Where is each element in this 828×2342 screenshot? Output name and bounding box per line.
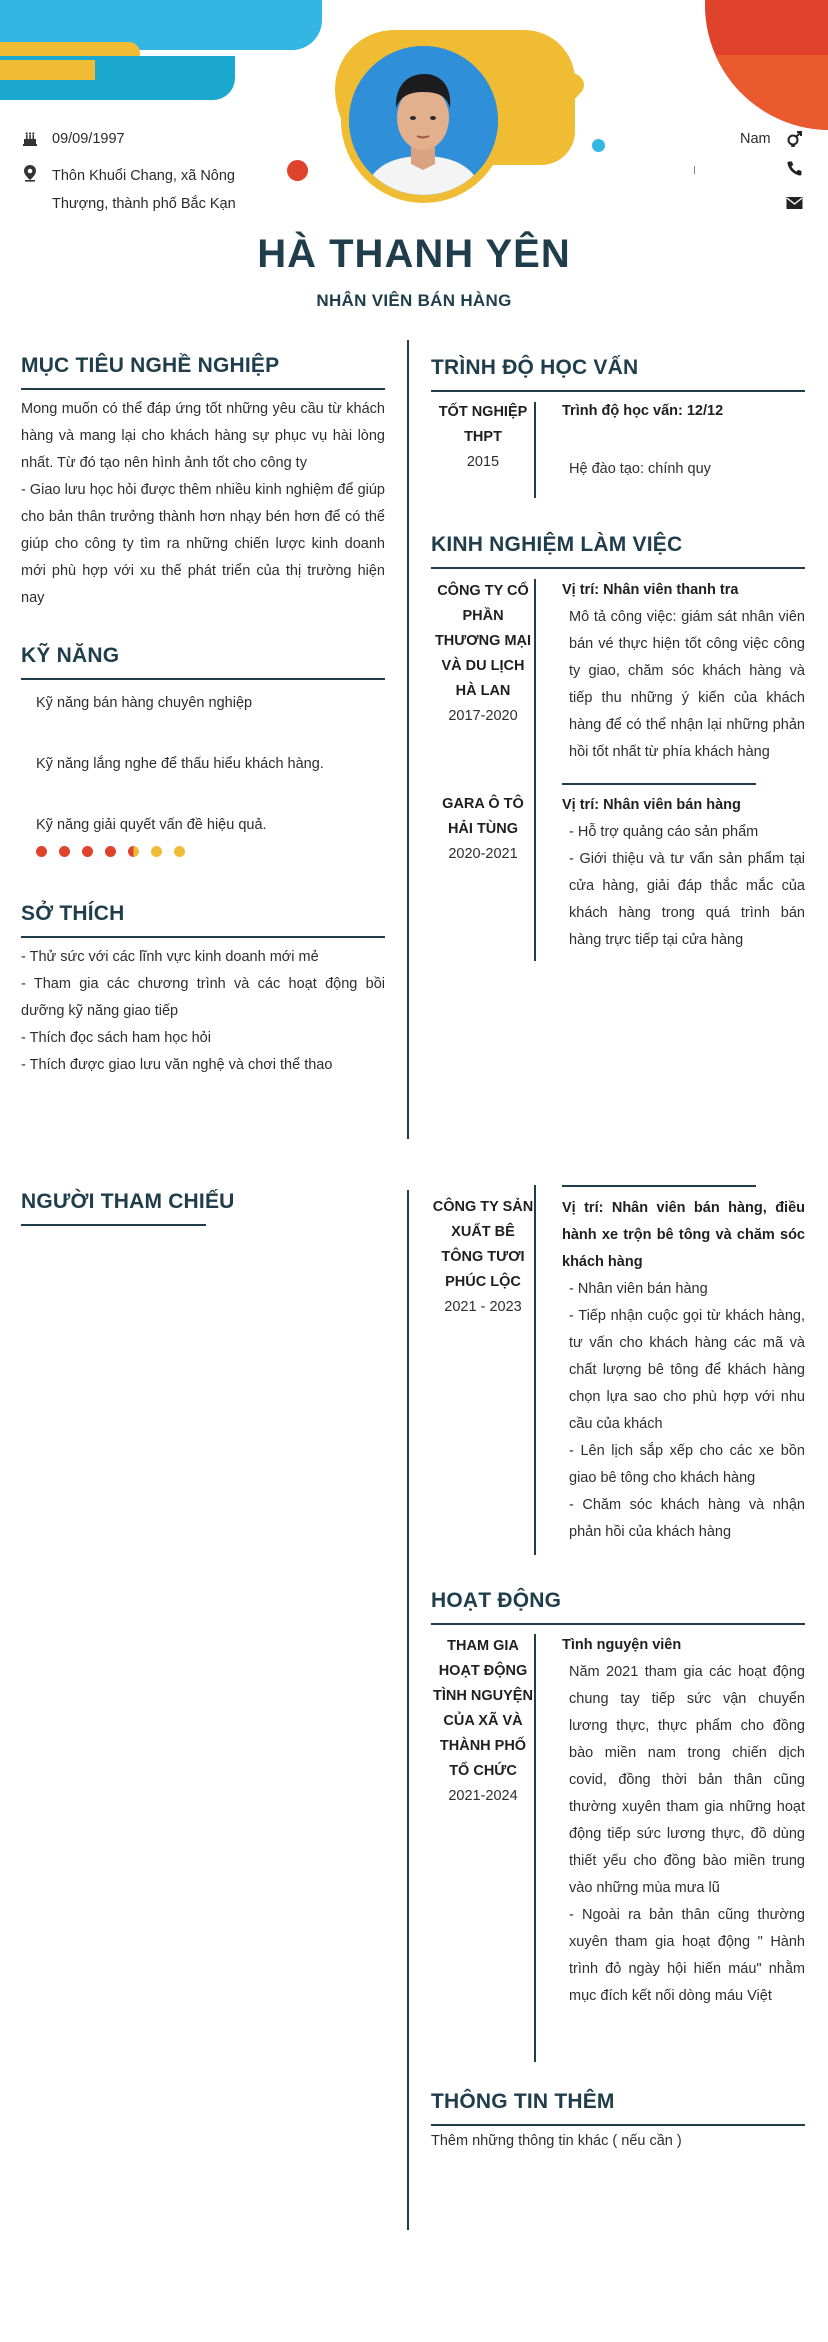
references-section	[21, 1190, 235, 1226]
skill-item: Kỹ năng giải quyết vấn đề hiệu quả.	[36, 817, 267, 833]
column-divider-bottom	[407, 1190, 409, 2230]
more-info-text: Thêm những thông tin khác ( nếu cần )	[431, 2132, 682, 2149]
job-bullet: - Hỗ trợ quảng cáo sản phẩm	[569, 824, 759, 840]
job-org: CÔNG TY SẢN XUẤT BÊ TÔNG TƯƠI PHÚC LỘC	[432, 1199, 534, 1290]
skill-rating	[36, 846, 196, 860]
job-position: NHÂN VIÊN BÁN HÀNG	[316, 291, 512, 310]
cake-icon	[22, 131, 38, 147]
rating-dot	[36, 846, 47, 857]
job-bullet: - Giới thiệu và tư vấn sản phẩm tại cửa hàng, giải đáp thắc mắc của khách hàng trong quá trình bán hàng trực tiếp tại cửa hàng	[569, 851, 805, 948]
job-bullet: - Tiếp nhận cuộc gọi từ khách hàng, tư vấn cho khách hàng các mã và chất lượng bê tông để khách hàng chọn lựa sao cho phù hợp với nhu cầu của khách	[569, 1308, 805, 1432]
email-icon	[786, 196, 803, 210]
full-name: HÀ THANH YÊN	[257, 232, 571, 276]
hobbies-title: SỞ THÍCH	[21, 902, 125, 925]
rating-dot	[105, 846, 116, 857]
gender-text: Nam	[740, 131, 771, 147]
experience-title: KINH NGHIỆM LÀM VIỆC	[431, 533, 683, 556]
skill-item: Kỹ năng lắng nghe để thấu hiểu khách hàng.	[36, 756, 324, 772]
address-line-2: Thượng, thành phố Bắc Kạn	[52, 196, 236, 212]
job-role: Vị trí: Nhân viên thanh tra	[562, 582, 739, 598]
job-bullet: - Lên lịch sắp xếp cho các xe bồn giao bê tông cho khách hàng	[569, 1443, 805, 1486]
phone-icon	[786, 160, 803, 177]
more-info-title: THÔNG TIN THÊM	[431, 2090, 615, 2113]
skills-section	[21, 644, 385, 833]
skills-title: KỸ NĂNG	[21, 644, 120, 667]
education-title: TRÌNH ĐỘ HỌC VẤN	[431, 356, 639, 379]
gender-icon	[786, 130, 803, 147]
education-level: Trình độ học vấn: 12/12	[562, 403, 724, 419]
job-bullet: - Chăm sóc khách hàng và nhận phản hồi của khách hàng	[569, 1497, 805, 1540]
job-org: CÔNG TY CỔ PHẦN THƯƠNG MẠI VÀ DU LỊCH HÀ LAN	[434, 583, 532, 699]
hobby-item: - Thích được giao lưu văn nghệ và chơi thể thao	[21, 1056, 333, 1073]
activities-section	[431, 1589, 805, 2004]
column-divider-top	[407, 340, 409, 1139]
objective-title: MỤC TIÊU NGHỀ NGHIỆP	[21, 354, 280, 377]
job-years: 2017-2020	[448, 708, 518, 724]
more-info-section	[431, 2090, 805, 2155]
job-role: Vị trí: Nhân viên bán hàng	[562, 797, 741, 813]
activities-title: HOẠT ĐỘNG	[431, 1589, 562, 1612]
rating-dot	[82, 846, 93, 857]
job-description: Mô tả công việc: giám sát nhân viên bán vé thực hiện tốt công việc công ty giao, chăm sóc khách hàng và tiếp thu những ý kiến của khách hàng để có thể nhận lại những phản hồi tốt nhất từ phía khách hàng	[569, 609, 805, 760]
rating-dot	[59, 846, 70, 857]
references-title: NGƯỜI THAM CHIẾU	[21, 1190, 235, 1213]
job-years: 2021 - 2023	[444, 1299, 522, 1315]
objective-text-2: - Giao lưu học hỏi được thêm nhiều kinh nghiệm để giúp cho bản thân trưởng thành hơn nhạy bén hơn để có thể giúp cho công ty tìm ra những chiến lược kinh doanh mới phù hợp với xu thế phát triển của thị trường hiện nay	[21, 481, 385, 606]
address-line-1: Thôn Khuổi Chang, xã Nông	[52, 168, 235, 184]
skill-item: Kỹ năng bán hàng chuyên nghiệp	[36, 695, 253, 711]
education-mode: Hệ đào tạo: chính quy	[569, 461, 711, 477]
activity-years: 2021-2024	[448, 1788, 518, 1804]
education-year: 2015	[466, 454, 500, 470]
avatar	[341, 38, 506, 203]
hobby-item: - Thử sức với các lĩnh vực kinh doanh mới mẻ	[21, 948, 319, 965]
education-org: TỐT NGHIỆP THPT	[438, 404, 528, 445]
education-section	[431, 356, 805, 477]
hobby-item: - Thích đọc sách ham học hỏi	[21, 1029, 211, 1046]
location-pin-icon	[22, 164, 38, 182]
activity-org: THAM GIA HOẠT ĐỘNG TÌNH NGUYỆN CỦA XÃ VÀ THÀNH PHỐ TỔ CHỨC	[433, 1638, 533, 1779]
objective-section	[21, 354, 385, 612]
rating-dot	[151, 846, 162, 857]
job-years: 2020-2021	[448, 846, 518, 862]
experience-section	[431, 533, 805, 948]
birthday-text: 09/09/1997	[52, 131, 125, 147]
activity-text: Năm 2021 tham gia các hoạt động chung tay tiếp sức vận chuyển lương thực, thực phẩm cho đồng bào miền nam trong chiến dịch covid, đồng thời bản thân cũng thường xuyên tham gia những hoạt động tiếp sức lương thực, đồ dùng thiết yếu cho đồng bào miền trung vào những mùa mưa lũ	[569, 1664, 805, 1896]
job-bullet: - Nhân viên bán hàng	[569, 1281, 708, 1297]
activity-role: Tình nguyện viên	[562, 1637, 682, 1653]
hobbies-section	[21, 902, 385, 1079]
job-org: GARA Ô TÔ HẢI TÙNG	[442, 796, 524, 837]
job-role: Vị trí: Nhân viên bán hàng, điều hành xe trộn bê tông và chăm sóc khách hàng	[562, 1200, 805, 1270]
activity-text: - Ngoài ra bản thân cũng thường xuyên tham gia hoạt động " Hành trình đỏ ngày hội hiến máu" nhằm mục đích kết nối dòng máu Việt	[569, 1907, 805, 2004]
rating-dot	[128, 846, 139, 857]
rating-dot	[174, 846, 185, 857]
hobby-item: - Tham gia các chương trình và các hoạt động bồi dưỡng kỹ năng giao tiếp	[21, 975, 385, 1019]
objective-text-1: Mong muốn có thể đáp ứng tốt những yêu cầu từ khách hàng và mang lại cho khách hàng sự phục vụ hài lòng nhất. Từ đó tạo nên hình ảnh tốt cho công ty	[21, 400, 385, 471]
